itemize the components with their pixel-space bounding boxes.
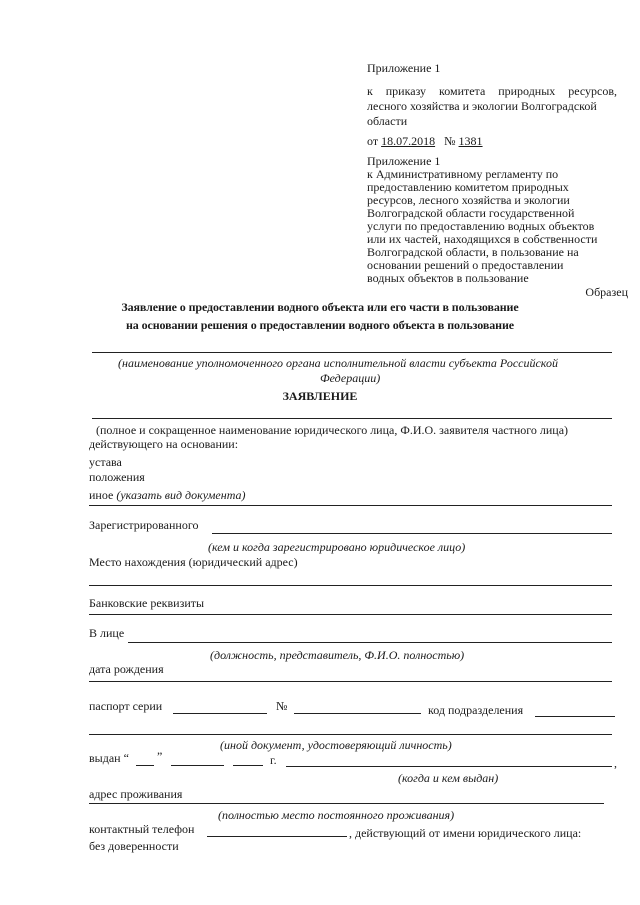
regulation-line: Волгоградской области, в пользование на	[367, 245, 579, 259]
order-date: 18.07.2018	[381, 134, 436, 148]
legal-address-line[interactable]	[89, 585, 612, 586]
birth-date-line[interactable]	[89, 681, 612, 682]
sample-mark: Образец	[585, 285, 628, 299]
legal-address-label: Место нахождения (юридический адрес)	[89, 555, 298, 569]
division-code-field[interactable]	[535, 716, 615, 717]
identity-document-hint: (иной документ, удостоверяющий личность)	[220, 738, 452, 752]
issued-month-field[interactable]	[171, 765, 224, 766]
division-code-label: код подразделения	[428, 703, 524, 717]
issued-trailing-comma: ,	[614, 756, 617, 770]
passport-number-field[interactable]	[294, 713, 421, 714]
acting-on-basis-label: действующего на основании:	[89, 437, 239, 451]
bank-details-line[interactable]	[89, 614, 612, 615]
number-prefix: №	[444, 134, 456, 148]
year-suffix: г.	[270, 753, 277, 767]
basis-other-option[interactable]	[89, 488, 246, 502]
acting-for-label: , действующий от имени юридического лица:	[349, 826, 582, 840]
basis-charter-option[interactable]: устава	[89, 455, 122, 469]
basis-other-line[interactable]	[89, 505, 612, 506]
close-quote: ”	[157, 749, 163, 763]
regulation-line: к Административному регламенту по	[367, 167, 559, 181]
document-title-line2: на основании решения о предоставлении водного объекта в пользование	[125, 318, 515, 332]
residence-hint: (полностью место постоянного проживания)	[218, 808, 455, 822]
applicant-line[interactable]	[92, 418, 612, 419]
birth-date-label: дата рождения	[89, 662, 164, 676]
regulation-line: предоставлению комитетом природных	[367, 180, 569, 194]
regulation-line: или их частей, находящихся в собственности	[367, 232, 598, 246]
open-quote: “	[123, 751, 129, 765]
in-person-hint: (должность, представитель, Ф.И.О. полностью)	[210, 648, 465, 662]
phone-field[interactable]	[207, 836, 347, 837]
order-date-number	[367, 134, 483, 148]
regulation-line: услуги по предоставлению водных объектов	[367, 219, 595, 233]
regulation-line: Волгоградской области государственной	[367, 206, 575, 220]
basis-other-label: иное	[89, 488, 114, 502]
residence-label: адрес проживания	[89, 787, 183, 801]
issued-day-field[interactable]	[136, 765, 154, 766]
basis-regulation-option[interactable]: положения	[89, 470, 145, 484]
order-reference-line1: к приказу комитета природных ресурсов,	[367, 84, 617, 98]
appendix-label-regulation: Приложение 1	[367, 154, 441, 168]
passport-series-label: паспорт серии	[89, 699, 163, 713]
registered-line[interactable]	[212, 533, 612, 534]
order-number: 1381	[458, 134, 483, 148]
appendix-label: Приложение 1	[367, 61, 441, 75]
bank-details-label: Банковские реквизиты	[89, 596, 205, 610]
applicant-hint: (полное и сокращенное наименование юридического лица, Ф.И.О. заявителя частного лица)	[96, 423, 569, 437]
in-person-line[interactable]	[128, 642, 612, 643]
issued-hint: (когда и кем выдан)	[398, 771, 499, 785]
registered-hint: (кем и когда зарегистрировано юридическое лицо)	[208, 540, 466, 554]
phone-label: контактный телефон	[89, 822, 195, 836]
authority-hint-line2: Федерации)	[320, 371, 381, 385]
no-power-of-attorney-label: без доверенности	[89, 839, 179, 853]
date-prefix: от	[367, 134, 379, 148]
order-reference-line2: лесного хозяйства и экологии Волгоградской	[367, 99, 597, 113]
issued-text: выдан	[89, 751, 121, 765]
document-title-line1: Заявление о предоставлении водного объекта или его части в пользование	[121, 300, 519, 314]
basis-other-hint: (указать вид документа)	[116, 488, 246, 502]
passport-series-field[interactable]	[173, 713, 267, 714]
issued-by-field[interactable]	[286, 766, 612, 767]
regulation-line: основании решений о предоставлении	[367, 258, 564, 272]
statement-heading: ЗАЯВЛЕНИЕ	[282, 389, 358, 403]
order-reference-line3: области	[367, 114, 408, 128]
in-person-label: В лице	[89, 626, 125, 640]
authority-hint-line1: (наименование уполномоченного органа исполнительной власти субъекта Российской	[118, 356, 558, 370]
identity-document-line[interactable]	[89, 734, 612, 735]
registered-label: Зарегистрированного	[89, 518, 199, 532]
issued-label	[89, 751, 129, 765]
issued-year-field[interactable]	[233, 765, 263, 766]
passport-number-label: №	[276, 699, 288, 713]
residence-line[interactable]	[89, 803, 604, 804]
regulation-line: ресурсов, лесного хозяйства и экологии	[367, 193, 570, 207]
authority-line[interactable]	[92, 352, 612, 353]
regulation-line: водных объектов в пользование	[367, 271, 529, 285]
